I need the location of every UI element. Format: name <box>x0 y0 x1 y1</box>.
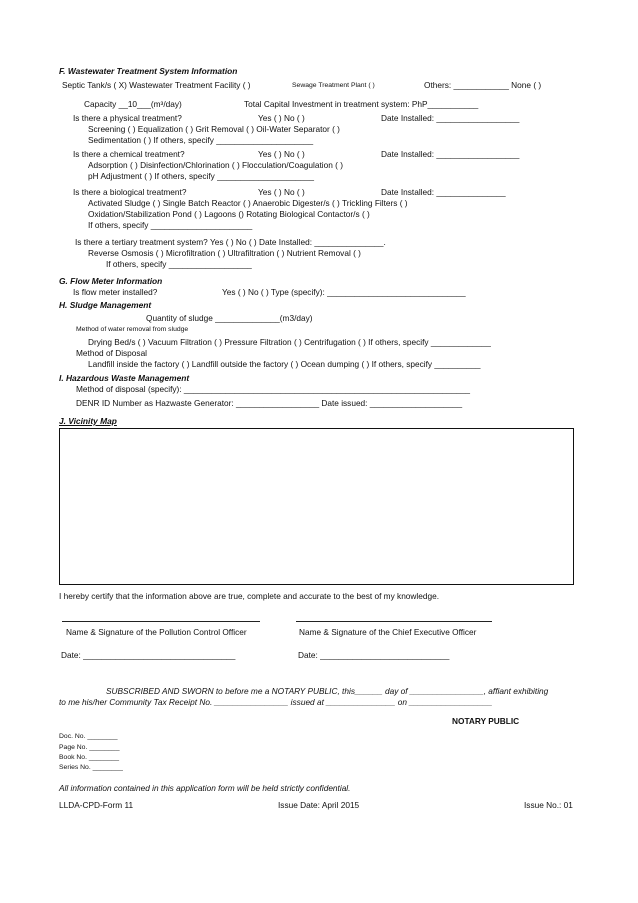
issue-date: Issue Date: April 2015 <box>278 800 360 810</box>
chemical-treatment-options-1: Adsorption ( ) Disinfection/Chlorination ( ) Flocculation/Coagulation ( ) <box>88 160 344 170</box>
water-removal-method-label: Method of water removal from sludge <box>76 326 189 333</box>
issue-number: Issue No.: 01 <box>524 800 573 810</box>
notary-public-title: NOTARY PUBLIC <box>452 716 520 726</box>
biological-treatment-options-3: If others, specify ______________________ <box>88 220 253 230</box>
physical-treatment-yes-no: Yes ( ) No ( ) <box>258 113 305 123</box>
tertiary-treatment-options-1: Reverse Osmosis ( ) Microfiltration ( ) Ultrafiltration ( ) Nutrient Removal ( ) <box>88 248 361 258</box>
tertiary-treatment-options-2: If others, specify __________________ <box>106 259 252 269</box>
confidentiality-note: All information contained in this application form will be held strictly confidential. <box>59 783 351 793</box>
tertiary-treatment-question: Is there a tertiary treatment system? Yes ( ) No ( ) Date Installed: _______________. <box>75 237 386 247</box>
hazwaste-disposal-method: Method of disposal (specify): ______________________________________________________________ <box>76 384 470 394</box>
biological-treatment-question: Is there a biological treatment? <box>73 187 187 197</box>
capacity-field: Capacity __10___(m³/day) <box>84 99 182 109</box>
disposal-options: Landfill inside the factory ( ) Landfill outside the factory ( ) Ocean dumping ( ) If others, specify __________ <box>88 359 481 369</box>
section-j-title: J. Vicinity Map <box>59 416 117 426</box>
ceo-signature-line <box>296 621 492 622</box>
doc-number: Doc. No. ________ <box>59 733 118 740</box>
ceo-signature-label: Name & Signature of the Chief Executive Officer <box>299 627 477 637</box>
vicinity-map-area <box>59 428 574 585</box>
biological-treatment-options-2: Oxidation/Stabilization Pond ( ) Lagoons () Rotating Biological Contactor/s ( ) <box>88 209 370 219</box>
chemical-treatment-date: Date Installed: __________________ <box>381 149 520 159</box>
physical-treatment-options-2: Sedimentation ( ) If others, specify _____________________ <box>88 135 314 145</box>
physical-treatment-date: Date Installed: __________________ <box>381 113 520 123</box>
denr-id-field: DENR ID Number as Hazwaste Generator: __________________ Date issued: ____________________ <box>76 398 463 408</box>
pco-date-field: Date: _________________________________ <box>61 650 236 660</box>
disposal-method-label: Method of Disposal <box>76 348 148 358</box>
physical-treatment-options-1: Screening ( ) Equalization ( ) Grit Removal ( ) Oil-Water Separator ( ) <box>88 124 340 134</box>
sludge-quantity: Quantity of sludge ______________(m3/day) <box>146 313 313 323</box>
sewage-plant-option: Sewage Treatment Plant ( ) <box>292 82 375 89</box>
notary-statement-line-2: to me his/her Community Tax Receipt No. ________________ issued at _______________ on __________________ <box>59 697 493 707</box>
section-g-title: G. Flow Meter Information <box>59 276 163 286</box>
section-h-title: H. Sludge Management <box>59 300 152 310</box>
others-none-option: Others: ____________ None ( ) <box>424 80 542 90</box>
ceo-date-field: Date: ____________________________ <box>298 650 450 660</box>
biological-treatment-options-1: Activated Sludge ( ) Single Batch Reactor ( ) Anaerobic Digester/s ( ) Trickling Filters ( ) <box>88 198 408 208</box>
pco-signature-label: Name & Signature of the Pollution Control Officer <box>66 627 247 637</box>
chemical-treatment-yes-no: Yes ( ) No ( ) <box>258 149 305 159</box>
certification-statement: I hereby certify that the information above are true, complete and accurate to the best of my knowledge. <box>59 591 440 601</box>
notary-statement-line-1: SUBSCRIBED AND SWORN to before me a NOTARY PUBLIC, this______ day of ________________, affiant exhibiting <box>106 686 549 696</box>
flow-meter-question: Is flow meter installed? <box>73 287 158 297</box>
section-f-title: F. Wastewater Treatment System Information <box>59 66 238 76</box>
flow-meter-yes-no-type: Yes ( ) No ( ) Type (specify): ______________________________ <box>222 287 466 297</box>
form-code: LLDA-CPD-Form 11 <box>59 800 134 810</box>
section-i-title: I. Hazardous Waste Management <box>59 373 190 383</box>
series-number: Series No. ________ <box>59 764 123 771</box>
book-number: Book No. ________ <box>59 754 120 761</box>
biological-treatment-date: Date Installed: _______________ <box>381 187 506 197</box>
biological-treatment-yes-no: Yes ( ) No ( ) <box>258 187 305 197</box>
septic-tank-line: Septic Tank/s ( X) Wastewater Treatment Facility ( ) <box>62 80 251 90</box>
water-removal-options: Drying Bed/s ( ) Vacuum Filtration ( ) Pressure Filtration ( ) Centrifugation ( ) If others, specify _____________ <box>88 337 491 347</box>
page-number: Page No. ________ <box>59 744 120 751</box>
pco-signature-line <box>62 621 260 622</box>
physical-treatment-question: Is there a physical treatment? <box>73 113 182 123</box>
chemical-treatment-question: Is there a chemical treatment? <box>73 149 185 159</box>
investment-field: Total Capital Investment in treatment system: PhP___________ <box>244 99 479 109</box>
chemical-treatment-options-2: pH Adjustment ( ) If others, specify _____________________ <box>88 171 315 181</box>
